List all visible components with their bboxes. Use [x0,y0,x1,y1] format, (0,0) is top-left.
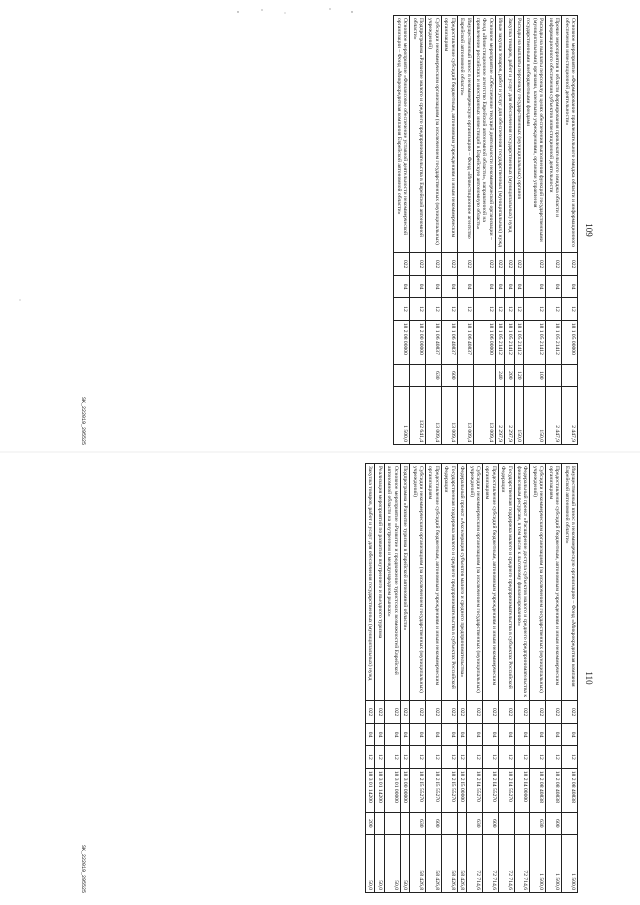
row-subsection-code: 12 [384,746,400,768]
table-row [410,464,426,893]
row-section-code: 04 [546,275,562,297]
row-section-code: 04 [441,723,457,745]
row-expense-type-code: 600 [546,812,562,834]
row-target-code: 18 1 05 00000 [562,320,578,364]
row-expense-type-code [562,364,578,386]
row-target-code: 18 2 08 40838 [562,768,578,812]
row-expense-type-code [375,812,384,834]
row-ved-code: 022 [530,701,546,723]
row-name: Имущественный взнос в некоммерческую организацию – Фонд «Инвестиционное агентство Еврейской автономной области» [457,16,473,253]
row-target-code: 18 2 08 00000 [394,320,410,364]
row-amount: 2 297,9 [505,387,514,445]
row-name: Предоставление субсидий бюджетным, автономным учреждениям и иным некоммерческим организациям [441,16,457,253]
row-subsection-code: 12 [514,298,523,320]
row-section-code: 04 [473,275,495,297]
table-row [514,16,523,445]
row-expense-type-code: 120 [514,364,523,386]
row-target-code: 18 2 I5 55270 [441,768,457,812]
table-row [562,464,578,893]
row-section-code: 04 [457,275,473,297]
row-name: Иные закупки товаров, работ и услуг для обеспечения государственных (муниципальных) нужд [495,16,504,253]
row-target-code: 18 3 01 14200 [366,768,375,812]
row-amount: 1 500,0 [530,835,546,893]
row-ved-code: 022 [546,701,562,723]
table-row [530,464,546,893]
footer-code: SK_222019_295525 [80,396,86,445]
row-target-code: 18 1 05 21412 [546,320,562,364]
row-name: Закупка товаров, работ и услуг для обеспечения государственных (муниципальных) нужд [505,16,514,253]
row-name: Федеральный проект «Расширение доступа субъектов малого и среднего предпринимательства к финансовым ресурсам, в том числе к льготному финансированию» [514,464,530,701]
row-amount: 58 426,8 [425,835,441,893]
row-target-code: 18 2 I4 55270 [482,768,498,812]
row-amount: 1 500,0 [546,835,562,893]
row-name: Основное мероприятие «Обеспечение текущей деятельности некоммерческой организации – Фонд «Инвестиционное агентство Еврейской автономной области», направленной на привлечение российских и иностранных инвестиций в Еврейскую автономную область» [473,16,495,253]
row-target-code: 18 1 05 21412 [514,320,523,364]
row-expense-type-code: 600 [482,812,498,834]
table-row [546,16,562,445]
row-subsection-code: 12 [546,746,562,768]
table-row [473,16,495,445]
row-subsection-code: 12 [425,746,441,768]
row-amount: 13 009,4 [457,387,473,445]
row-section-code: 04 [384,723,400,745]
row-expense-type-code [546,364,562,386]
row-name: Предоставление субсидий бюджетным, автономным учреждениям и иным некоммерческим организациям [546,464,562,701]
row-section-code: 04 [524,275,546,297]
row-target-code: 18 1 06 40837 [457,320,473,364]
row-subsection-code: 12 [562,298,578,320]
row-expense-type-code: 630 [410,812,426,834]
row-amount: 72 714,6 [482,835,498,893]
row-section-code: 04 [495,275,504,297]
row-target-code: 18 1 05 21412 [495,320,504,364]
row-amount: 132 641,4 [410,387,426,445]
row-name: Субсидии некоммерческим организациям (за исключением государственных (муниципальных) учреждений) [410,464,426,701]
row-amount: 72 714,6 [514,835,530,893]
row-amount: 13 009,4 [425,387,441,445]
row-subsection-code: 12 [530,746,546,768]
row-expense-type-code: 630 [467,812,483,834]
row-ved-code: 022 [482,701,498,723]
row-subsection-code: 12 [495,298,504,320]
row-amount: 72 714,6 [467,835,483,893]
row-section-code: 04 [425,275,441,297]
footer-code: SK_222019_295525 [80,844,86,893]
row-expense-type-code: 600 [441,364,457,386]
row-ved-code: 022 [425,701,441,723]
row-subsection-code: 12 [562,746,578,768]
row-name: Субсидии некоммерческим организациям (за исключением государственных (муниципальных) учреждений) [425,16,441,253]
row-expense-type-code: 630 [530,812,546,834]
row-section-code: 04 [457,723,466,745]
row-subsection-code: 12 [457,298,473,320]
row-expense-type-code: 600 [425,812,441,834]
row-target-code: 18 1 06 40837 [425,320,441,364]
row-target-code: 18 1 06 00000 [473,320,495,364]
row-name: Предоставление субсидий бюджетным, автономным учреждениям и иным некоммерческим организациям [425,464,441,701]
row-name: Основное мероприятие «Формирование привлекательного имиджа области и информационного обеспечения инвестиционной деятельности» [562,16,578,253]
table-row [457,464,466,893]
row-amount: 2 447,9 [562,387,578,445]
row-target-code: 18 2 I5 55270 [425,768,441,812]
row-target-code: 18 1 05 21412 [524,320,546,364]
page-109 [80,15,600,445]
row-ved-code: 022 [524,253,546,275]
row-ved-code: 022 [457,253,473,275]
row-subsection-code: 12 [410,298,426,320]
row-subsection-code: 12 [394,298,410,320]
row-expense-type-code [400,812,409,834]
row-ved-code: 022 [505,253,514,275]
table-row [495,16,504,445]
row-expense-type-code: 240 [495,364,504,386]
row-amount: 2 447,9 [546,387,562,445]
row-amount: 58 426,8 [410,835,426,893]
table-row [505,16,514,445]
budget-table [365,463,578,893]
row-section-code: 04 [410,275,426,297]
row-amount: 2 297,9 [495,387,504,445]
row-name: Расходы на выплаты персоналу в целях обеспечения выполнения функций государственными (муниципальными) органами, казенными учреждениями, органами управления государственными внебюджетными фондами [524,16,546,253]
row-name: Прочие мероприятия в области формирования привлекательного имиджа области и информационного обеспечения субъектов инвестиционной деятельности [546,16,562,253]
table-row [482,464,498,893]
row-expense-type-code [441,812,457,834]
row-section-code: 04 [530,723,546,745]
row-ved-code: 022 [425,253,441,275]
row-section-code: 04 [562,723,578,745]
row-section-code: 04 [425,723,441,745]
row-amount: 1 500,0 [394,387,410,445]
page-110 [80,463,600,893]
row-ved-code: 022 [514,701,530,723]
row-amount: 1 500,0 [562,835,578,893]
row-amount: 150,0 [524,387,546,445]
row-expense-type-code: 200 [366,812,375,834]
row-ved-code: 022 [514,253,523,275]
row-expense-type-code [514,812,530,834]
row-subsection-code: 12 [441,298,457,320]
page-number: 110 [584,671,594,685]
row-subsection-code: 12 [505,298,514,320]
row-subsection-code: 12 [467,746,483,768]
row-target-code: 18 2 I4 55270 [467,768,483,812]
row-section-code: 04 [467,723,483,745]
row-subsection-code: 12 [425,298,441,320]
row-section-code: 04 [441,275,457,297]
page-number: 109 [584,223,594,237]
row-ved-code: 022 [410,701,426,723]
row-ved-code: 022 [441,701,457,723]
row-target-code: 18 3 01 14200 [375,768,384,812]
row-section-code: 04 [562,275,578,297]
row-name: Субсидии некоммерческим организациям (за исключением государственных (муниципальных) учреждений) [467,464,483,701]
row-subsection-code: 12 [375,746,384,768]
row-subsection-code: 12 [524,298,546,320]
row-name: Реализация мероприятий по развитию внутреннего и въездного туризма [375,464,384,701]
row-target-code: 18 2 08 40838 [530,768,546,812]
row-ved-code: 022 [441,253,457,275]
row-amount: 13 009,4 [441,387,457,445]
row-name: Субсидии некоммерческим организациям (за исключением государственных (муниципальных) учреждений) [530,464,546,701]
row-target-code: 18 3 00 00000 [400,768,409,812]
row-ved-code: 022 [562,253,578,275]
row-expense-type-code [457,364,473,386]
row-section-code: 04 [498,723,514,745]
row-amount: 58 426,8 [441,835,457,893]
row-subsection-code: 12 [514,746,530,768]
table-row [425,16,441,445]
row-expense-type-code [384,812,400,834]
row-name: Основное мероприятие «Развитие и продвижение туристских возможностей Еврейской автономной области на внутреннем и международном рынках» [384,464,400,701]
table-row [441,464,457,893]
row-name: Имущественный взнос в некоммерческую организацию – Фонд «Микрокредитная компания Еврейской автономной области» [562,464,578,701]
row-ved-code: 022 [498,701,514,723]
row-ved-code: 022 [473,253,495,275]
row-subsection-code: 12 [498,746,514,768]
row-subsection-code: 12 [441,746,457,768]
row-ved-code: 022 [546,253,562,275]
table-row [394,16,410,445]
row-ved-code: 022 [467,701,483,723]
row-expense-type-code [394,364,410,386]
row-ved-code: 022 [394,253,410,275]
row-section-code: 04 [482,723,498,745]
table-row [514,464,530,893]
row-ved-code: 022 [384,701,400,723]
row-target-code: 18 3 01 00000 [384,768,400,812]
table-row [546,464,562,893]
row-target-code: 18 2 I4 00000 [514,768,530,812]
row-section-code: 04 [375,723,384,745]
table-row [441,16,457,445]
budget-table [393,15,578,445]
row-expense-type-code: 200 [505,364,514,386]
row-section-code: 04 [514,275,523,297]
row-subsection-code: 12 [400,746,409,768]
row-target-code: 18 1 05 21412 [505,320,514,364]
table-row [498,464,514,893]
row-ved-code: 022 [562,701,578,723]
row-amount: 72 714,6 [498,835,514,893]
row-amount: 50,0 [375,835,384,893]
table-row [410,16,426,445]
row-name: Федеральный проект «Акселерация субъектов малого и среднего предпринимательства» [457,464,466,701]
row-amount: 50,0 [400,835,409,893]
table-row [425,464,441,893]
row-subsection-code: 12 [366,746,375,768]
row-target-code: 18 2 I4 55270 [498,768,514,812]
row-amount: 50,0 [384,835,400,893]
row-section-code: 04 [400,723,409,745]
table-row [457,16,473,445]
row-ved-code: 022 [495,253,504,275]
row-expense-type-code [498,812,514,834]
table-row [384,464,400,893]
row-amount: 13 009,4 [473,387,495,445]
row-expense-type-code [562,812,578,834]
row-expense-type-code: 100 [524,364,546,386]
row-subsection-code: 12 [546,298,562,320]
row-amount: 150,0 [514,387,523,445]
table-row [524,16,546,445]
row-subsection-code: 12 [457,746,466,768]
table-row [467,464,483,893]
row-amount: 58 426,8 [457,835,466,893]
row-target-code: 18 2 08 40838 [546,768,562,812]
row-section-code: 04 [505,275,514,297]
row-subsection-code: 12 [473,298,495,320]
row-name: Государственная поддержка малого и среднего предпринимательства в субъектах Российской Федерации [498,464,514,701]
row-section-code: 04 [394,275,410,297]
row-expense-type-code [473,364,495,386]
row-expense-type-code [410,364,426,386]
row-name: Расходы на выплаты персоналу государственных (муниципальных) органов [514,16,523,253]
row-ved-code: 022 [400,701,409,723]
table-row [562,16,578,445]
table-row [400,464,409,893]
row-target-code: 18 2 00 00000 [410,320,426,364]
row-ved-code: 022 [457,701,466,723]
row-name: Государственная поддержка малого и среднего предпринимательства в субъектах Российской Федерации [441,464,457,701]
row-name: Подпрограмма «Развитие малого и среднего предпринимательства в Еврейской автономной области» [410,16,426,253]
row-section-code: 04 [546,723,562,745]
row-expense-type-code [457,812,466,834]
row-target-code: 18 2 I5 55270 [410,768,426,812]
row-expense-type-code: 630 [425,364,441,386]
row-ved-code: 022 [366,701,375,723]
row-section-code: 04 [410,723,426,745]
row-name: Подпрограмма «Развитие туризма в Еврейской автономной области» [400,464,409,701]
row-section-code: 04 [366,723,375,745]
row-section-code: 04 [514,723,530,745]
row-name: Закупка товаров, работ и услуг для обеспечения государственных (муниципальных) нужд [366,464,375,701]
row-target-code: 18 2 I5 00000 [457,768,466,812]
row-ved-code: 022 [375,701,384,723]
row-subsection-code: 12 [410,746,426,768]
row-amount: 50,0 [366,835,375,893]
row-name: Предоставление субсидий бюджетным, автономным учреждениям и иным некоммерческим организациям [482,464,498,701]
table-row [366,464,375,893]
row-target-code: 18 1 06 40837 [441,320,457,364]
row-ved-code: 022 [410,253,426,275]
table-row [375,464,384,893]
row-name: Основное мероприятие «Финансовое обеспечение уставной деятельности некоммерческой организации – Фонд «Микрокредитная компания Еврейской автономной области» [394,16,410,253]
row-subsection-code: 12 [482,746,498,768]
